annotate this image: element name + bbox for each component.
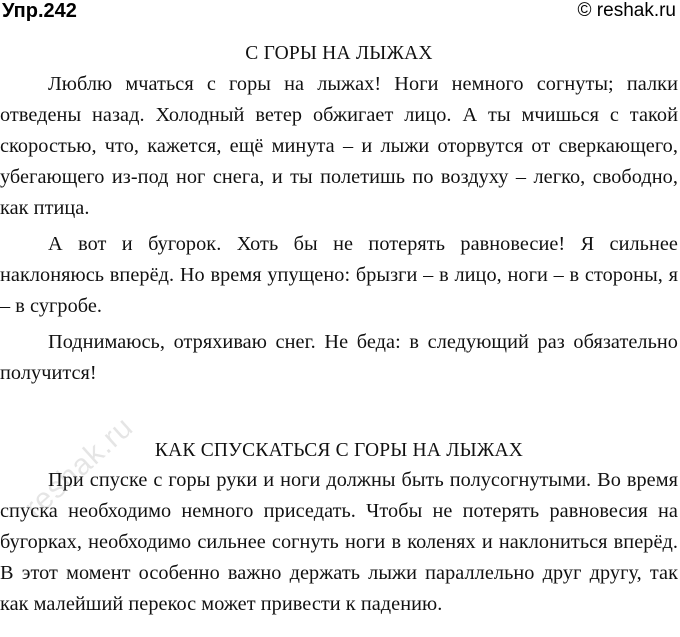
section-title-downhill-skiing: С ГОРЫ НА ЛЫЖАХ: [245, 43, 433, 64]
paragraph: А вот и бугорок. Хоть бы не потерять равновесие! Я сильнее наклоняюсь вперёд. Но время упущено: брызги – в лицо, ноги – в стороны, я – в сугробе.: [0, 233, 678, 317]
page-header: [0, 0, 680, 24]
paragraph: Люблю мчаться с горы на лыжах! Ноги немного согнуты; палки отведены назад. Холодный ветер обжигает лицо. А ты мчишься с такой скоростью, что, кажется, ещё минута – и лыжи оторвутся от сверкающего, убегающего из-под ног снега, и ты полетишь по воздуху – легко, свободно, как птица.: [0, 73, 678, 219]
source-credit: © reshak.ru: [577, 0, 676, 21]
watermark: reshak.ru: [18, 410, 140, 525]
section-title-how-to-descend: КАК СПУСКАТЬСЯ С ГОРЫ НА ЛЫЖАХ: [154, 440, 524, 461]
document-body: [0, 40, 678, 625]
exercise-number: Упр.242: [2, 0, 77, 22]
paragraph: Поднимаюсь, отряхиваю снег. Не беда: в следующий раз обязательно получится!: [0, 331, 678, 384]
paragraph: При спуске с горы руки и ноги должны быть полусогнутыми. Во время спуска необходимо немного приседать. Чтобы не потерять равновесия на бугорках, необходимо сильнее согнуть ноги в коленях и наклониться вперёд. В этот момент особенно важно держать лыжи параллельно друг другу, так как малейший перекос может привести к падению.: [0, 469, 678, 615]
